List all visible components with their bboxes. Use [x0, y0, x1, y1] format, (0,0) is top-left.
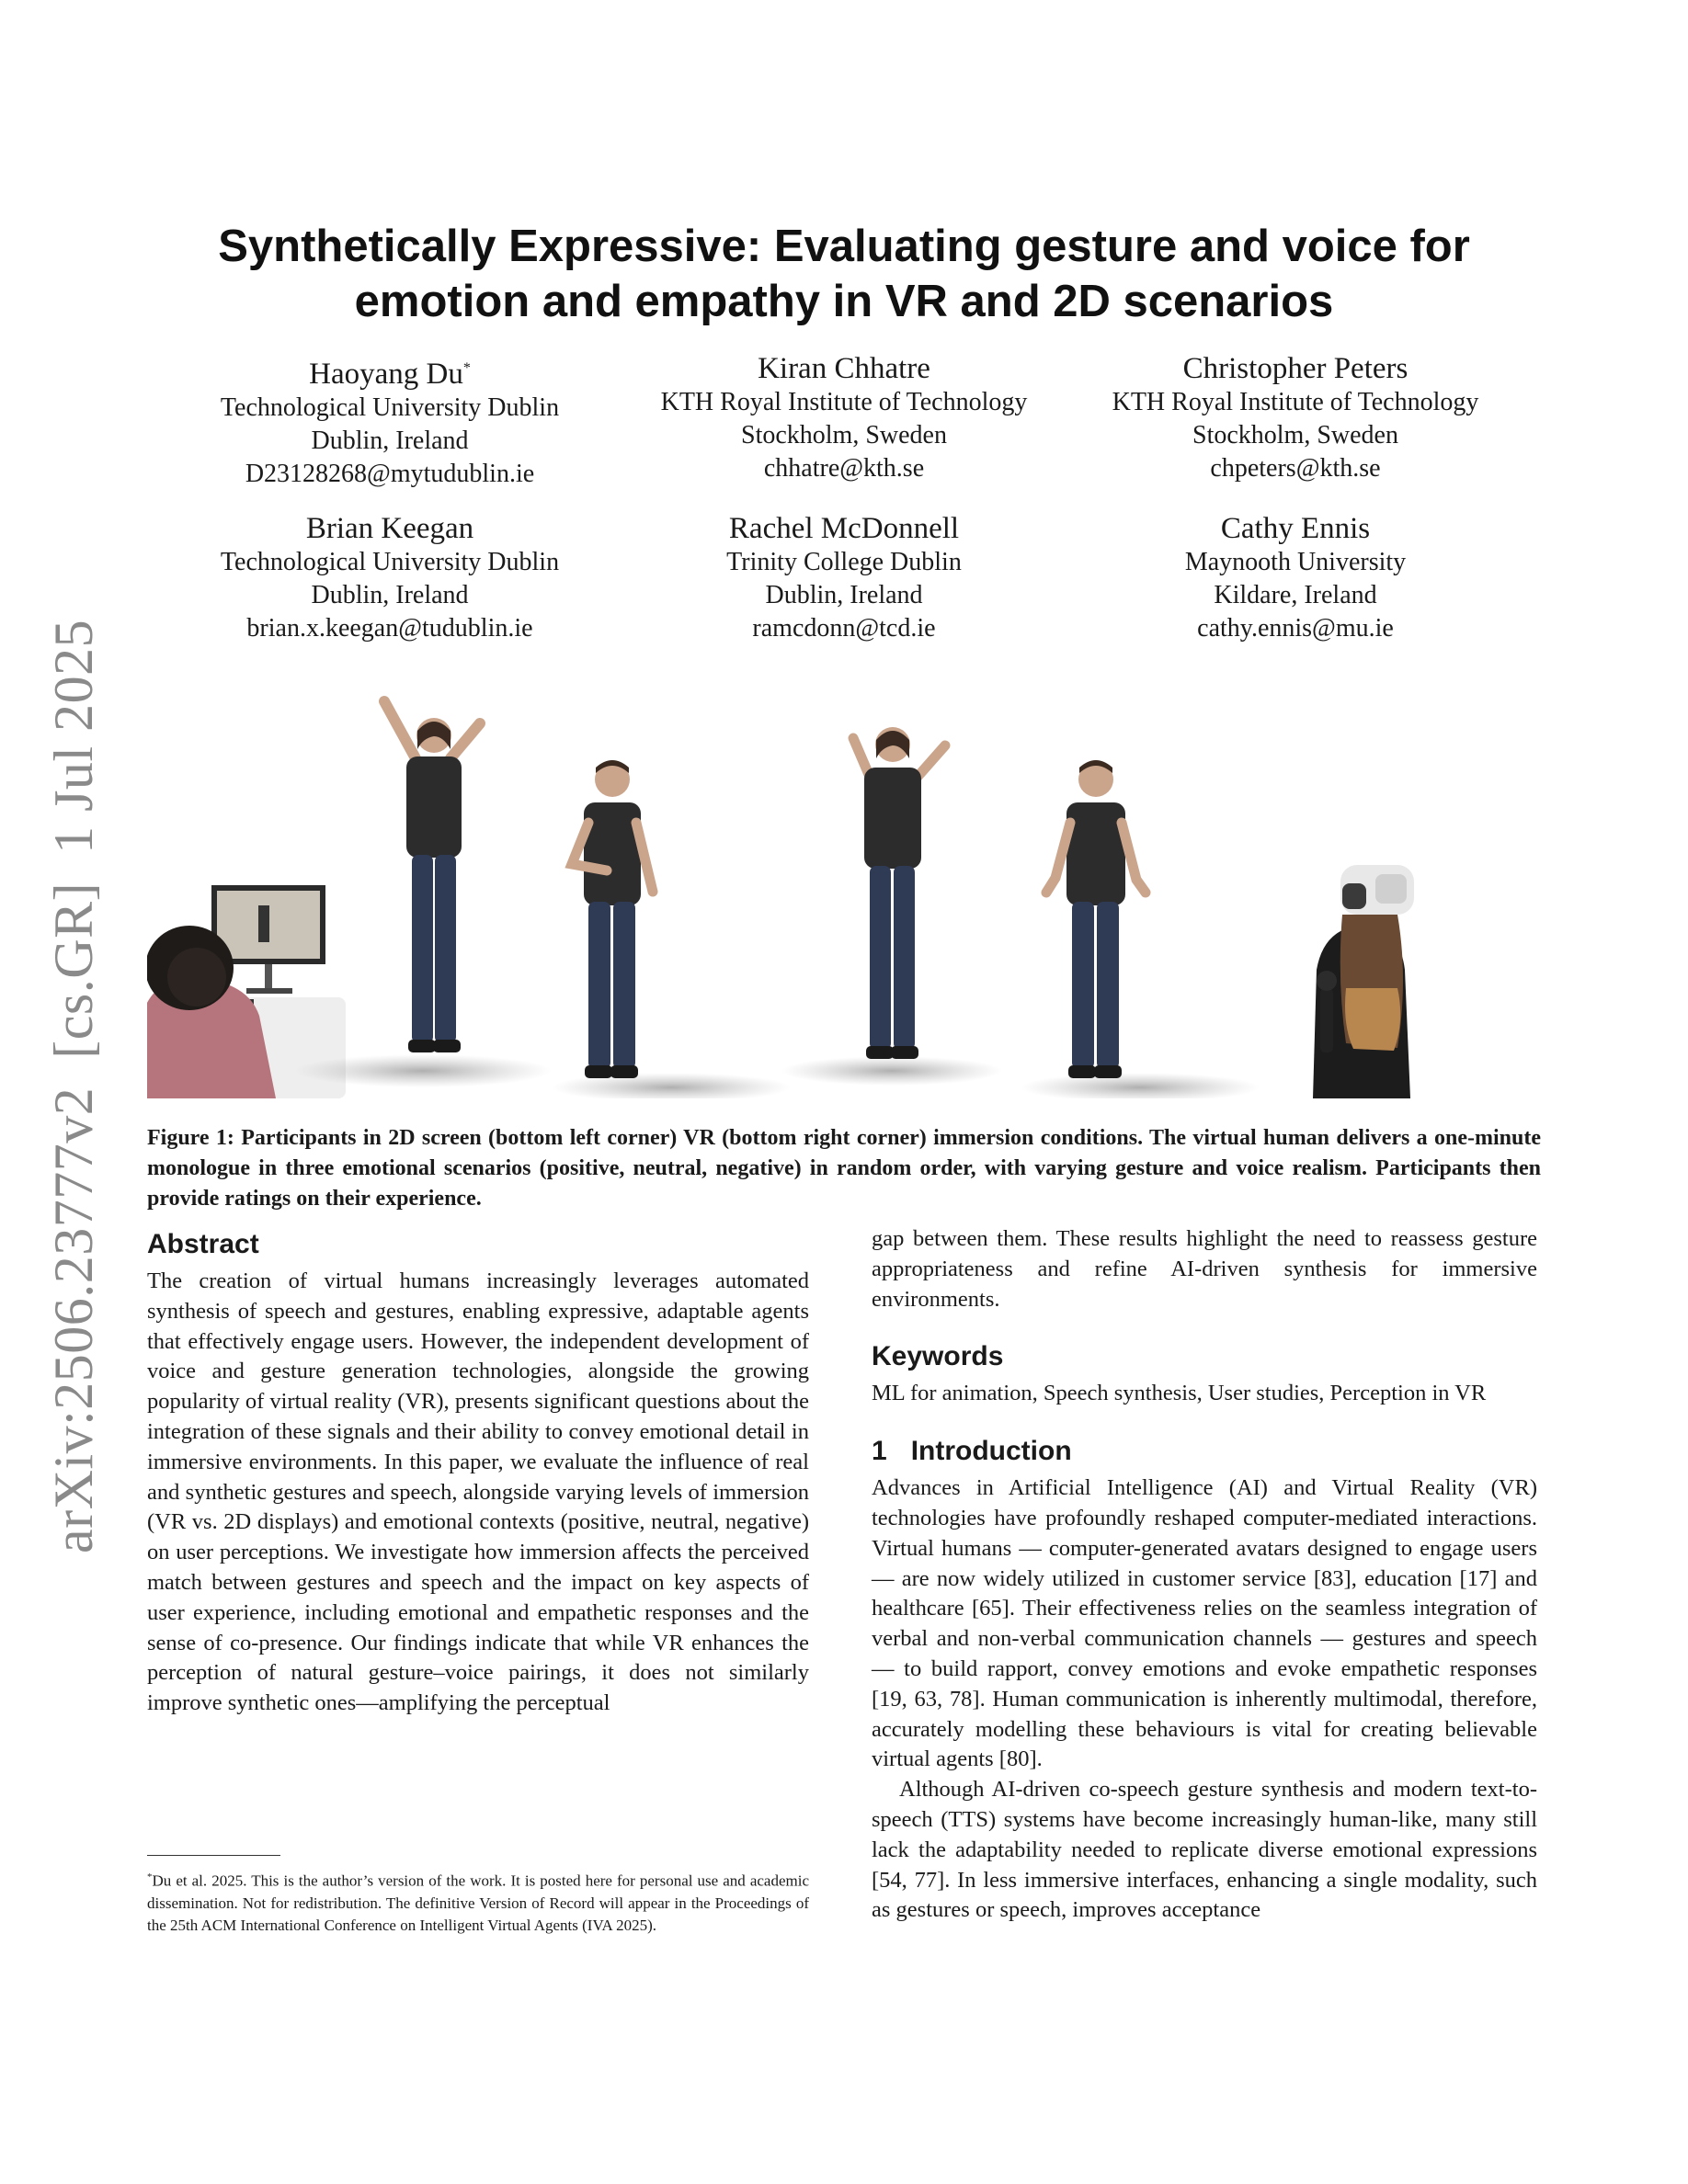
author-email[interactable]: ramcdonn@tcd.ie — [752, 614, 936, 643]
footnote-mark: * — [147, 1871, 153, 1883]
author-name: Rachel McDonnell — [728, 512, 960, 545]
author-email[interactable]: chpeters@kth.se — [1210, 454, 1381, 483]
abstract-text-continued: gap between them. These results highlight the need to reassess gesture appropriateness and refine AI-driven synthesis for immersive environments. — [872, 1226, 1537, 1312]
participant-vr-headset — [1313, 865, 1414, 1098]
author-location: Dublin, Ireland — [765, 581, 923, 609]
introduction-heading — [872, 1433, 1537, 1470]
abstract-heading: Abstract — [147, 1229, 259, 1259]
footnote-text: Du et al. 2025. This is the author’s version of the work. It is posted here for personal use and academic dissemination. Not for redistribution. The definitive Version of Record will appear in the Proceedings of the 25th ACM International Conference on Intelligent Virtual Agents (IVA 2025). — [147, 1871, 809, 1934]
author-footnote-mark: * — [462, 360, 471, 376]
figure-caption: Figure 1: Participants in 2D screen (bottom left corner) VR (bottom right corner) immersion conditions. The virtual human delivers a one-minute monologue in three emotional scenarios (positive, neutral, negative) in random order, with varying gesture and voice realism. Participants then provide ratings on their experience. — [147, 1126, 1541, 1211]
footnote — [147, 1866, 809, 1937]
right-column — [872, 1226, 1537, 1926]
author-email[interactable]: chhatre@kth.se — [763, 454, 925, 483]
author-block — [178, 351, 601, 491]
author-name: Christopher Peters — [1182, 352, 1409, 385]
footnote-divider — [147, 1855, 280, 1856]
author-block — [1084, 511, 1507, 645]
author-email[interactable]: cathy.ennis@mu.ie — [1197, 614, 1394, 643]
author-name: Cathy Ennis — [1220, 512, 1371, 545]
arxiv-identifier: arXiv:2506.23777v2 [cs.GR] 1 Jul 2025 — [43, 619, 104, 1553]
virtual-human-woman-arms-up — [781, 727, 1002, 1086]
author-block — [633, 351, 1055, 485]
virtual-human-man-open-hands — [1021, 760, 1260, 1098]
author-name: Kiran Chhatre — [758, 352, 930, 385]
left-column — [147, 1226, 809, 1719]
author-name: Brian Keegan — [305, 512, 474, 545]
author-block — [1084, 351, 1507, 485]
figure-1-image — [147, 685, 1508, 1098]
author-name: Haoyang Du — [309, 358, 463, 391]
author-location: Stockholm, Sweden — [1192, 421, 1398, 449]
keywords-text: ML for animation, Speech synthesis, User studies, Perception in VR — [872, 1381, 1487, 1406]
introduction-paragraph: Although AI-driven co-speech gesture synthesis and modern text-to-speech (TTS) systems have become increasingly human-like, many still lack the adaptability needed to replicate diverse emotional expressions [54, 77]. In less immersive interfaces, enhancing a single modality, such as gestures or speech, improves acceptance — [872, 1777, 1537, 1923]
paper-title: Synthetically Expressive: Evaluating gesture and voice for emotion and empathy in VR and 2D scenarios — [218, 222, 1470, 326]
section-title: Introduction — [910, 1436, 1072, 1467]
author-location: Kildare, Ireland — [1214, 581, 1377, 609]
author-block — [178, 511, 601, 645]
author-location: Dublin, Ireland — [311, 581, 469, 609]
author-affiliation: Maynooth University — [1184, 548, 1407, 576]
author-affiliation: KTH Royal Institute of Technology — [660, 388, 1028, 416]
section-number: 1 — [872, 1436, 887, 1467]
author-email[interactable]: brian.x.keegan@tudublin.ie — [246, 614, 533, 643]
introduction-paragraph: Advances in Artificial Intelligence (AI) and Virtual Reality (VR) technologies have profoundly reshaped computer-mediated interactions. Virtual humans — computer-generated avatars designed to engage users — are now widely utilized in customer service [83], education [17] and healthcare [65]. Their effectiveness relies on the seamless integration of verbal and non-verbal communication channels — gestures and speech — to build rapport, convey emotions and evoke empathetic responses [19, 63, 78]. Human communication is inherently multimodal, therefore, accurately modelling these behaviours is vital for creating believable virtual agents [80]. — [872, 1475, 1537, 1772]
author-affiliation: Trinity College Dublin — [726, 548, 962, 576]
author-email[interactable]: D23128268@mytudublin.ie — [245, 460, 535, 488]
author-affiliation: Technological University Dublin — [220, 548, 560, 576]
virtual-human-man-gesturing — [552, 760, 791, 1098]
author-affiliation: Technological University Dublin — [220, 393, 560, 422]
abstract-text: The creation of virtual humans increasingly leverages automated synthesis of speech and gestures, enabling expressive, adaptable agents that effectively engage users. However, the independent development of voice and gesture generation technologies, alongside the growing popularity of virtual reality (VR), presents significant questions about the integration of these signals and their ability to convey emotional detail in immersive environments. In this paper, we evaluate the influence of real and synthetic gestures and speech, alongside varying levels of immersion (VR vs. 2D displays) and emotional contexts (positive, neutral, negative) on user perceptions. We investigate how immersion affects the perceived match between gestures and speech and the impact on key aspects of user experience, including emotional and empathetic responses and the sense of co-presence. Our findings indicate that while VR enhances the perception of natural gesture–voice pairings, it does not similarly improve synthetic ones—amplifying the perceptual — [147, 1268, 809, 1716]
author-location: Dublin, Ireland — [311, 427, 469, 455]
author-block — [633, 511, 1055, 645]
keywords-heading: Keywords — [872, 1341, 1004, 1372]
author-affiliation: KTH Royal Institute of Technology — [1112, 388, 1479, 416]
author-location: Stockholm, Sweden — [741, 421, 947, 449]
